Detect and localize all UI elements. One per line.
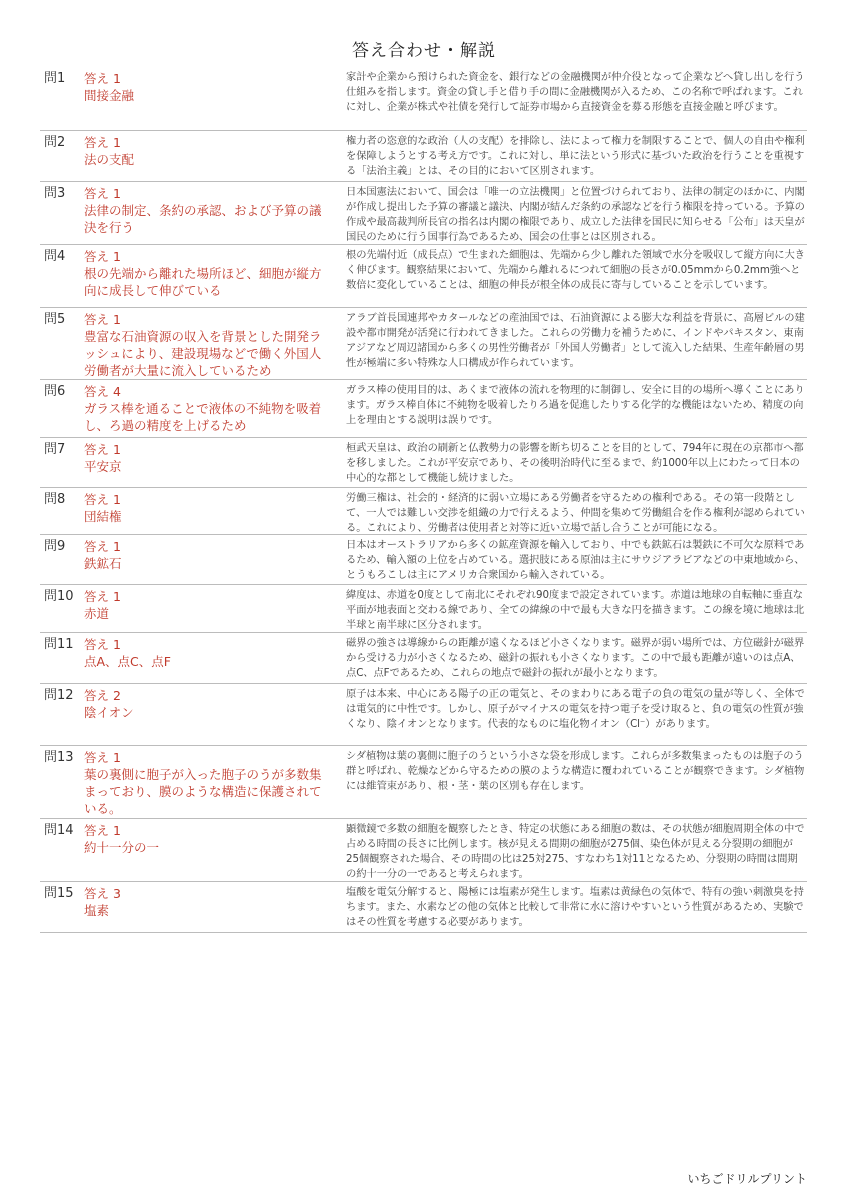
answer-text: 葉の裏側に胞子が入った胞子のうが多数集まっており、膜のような構造に保護されている。 — [84, 767, 322, 816]
page-title: 答え合わせ・解説 — [352, 41, 496, 61]
answer-label: 答え 1 — [84, 589, 121, 604]
answer-row — [40, 67, 807, 131]
answer-text: 赤道 — [84, 606, 110, 621]
explanation-text: 根の先端付近（成長点）で生まれた細胞は、先端から少し離れた領域で水分を吸収して縦方向に大きく伸びます。観察結果において、先端から離れるにつれて細胞の長さが0.05mmから0.2mm強へと数倍に変化していることは、細胞の伸長が根全体の成長に寄与していることを示しています。 — [346, 249, 805, 291]
explanation-text: 家計や企業から預けられた資金を、銀行などの金融機関が仲介役となって企業などへ貸し出しを行う仕組みを指します。資金の貸し手と借り手の間に金融機関が入るため、この名称で呼ばれます。これに対し、企業が株式や社債を発行して証券市場から直接資金を募る形態を直接金融と呼びます。 — [346, 71, 805, 113]
answer-row — [40, 882, 807, 933]
answer-label: 答え 1 — [84, 135, 121, 150]
explanation-text: 日本はオーストラリアから多くの鉱産資源を輸入しており、中でも鉄鉱石は製鉄に不可欠な原料であるため、輸入額の上位を占めている。選択肢にある原油は主にサウジアラビアなどの中東地域から、とうもろこしは主にアメリカ合衆国から輸入されている。 — [346, 539, 805, 581]
answer-label: 答え 1 — [84, 442, 121, 457]
answer-row — [40, 245, 807, 308]
answer-list — [40, 67, 807, 933]
answer-block — [84, 70, 342, 130]
answer-text: 陰イオン — [84, 705, 134, 720]
explanation-text: 磁界の強さは導線からの距離が遠くなるほど小さくなります。磁界が弱い場所では、方位磁針が磁界から受ける力が小さくなるため、磁針の振れも小さくなります。この中で最も距離が遠いのは点A、点C、点Fであるため、これらの地点で磁針の振れが最小となります。 — [346, 637, 805, 679]
answer-row — [40, 380, 807, 438]
answer-row — [40, 746, 807, 819]
answer-row — [40, 535, 807, 585]
answer-block — [84, 248, 342, 307]
explanation-text: 桓武天皇は、政治の刷新と仏教勢力の影響を断ち切ることを目的として、794年に現在の京都市へ都を移しました。これが平安京であり、その後明治時代に至るまで、約1000年以上にわたって日本の中心的な都として機能し続けました。 — [346, 442, 804, 484]
answer-label: 答え 4 — [84, 384, 121, 399]
answer-text: 塩素 — [84, 903, 110, 918]
question-number: 問9 — [44, 539, 66, 554]
question-number: 問2 — [44, 135, 66, 150]
answer-label: 答え 1 — [84, 637, 121, 652]
answer-text: 平安京 — [84, 459, 122, 474]
answer-row — [40, 182, 807, 245]
question-number: 問11 — [44, 637, 74, 652]
answer-label: 答え 3 — [84, 886, 121, 901]
answer-label: 答え 1 — [84, 249, 121, 264]
answer-block — [84, 636, 342, 683]
footer-brand: いちごドリルプリント — [687, 1172, 807, 1186]
answer-label: 答え 1 — [84, 492, 121, 507]
explanation-text: ガラス棒の使用目的は、あくまで液体の流れを物理的に制御し、安全に目的の場所へ導くことにあります。ガラス棒自体に不純物を吸着したりろ過を促進したりする化学的な機能はないため、精度の向上を理由とする説明は誤りです。 — [346, 384, 805, 426]
explanation-text: アラブ首長国連邦やカタールなどの産油国では、石油資源による膨大な利益を背景に、高層ビルの建設や都市開発が活発に行われてきました。これらの労働力を補うために、インドやパキスタン、東南アジアなど周辺諸国から多くの男性労働者が「外国人労働者」として流入した結果、生産年齢層の男性が極端に多い特殊な人口構成が作られています。 — [346, 312, 805, 369]
explanation-text: 労働三権は、社会的・経済的に弱い立場にある労働者を守るための権利である。その第一段階として、一人では難しい交渉を組織の力で行えるよう、仲間を集めて労働組合を作る権利が認められている。これにより、労働者は使用者と対等に近い立場で話し合うことが可能になる。 — [346, 492, 805, 534]
question-number: 問15 — [44, 886, 74, 901]
question-number: 問3 — [44, 186, 66, 201]
answer-text: 法の支配 — [84, 152, 135, 167]
answer-block — [84, 185, 342, 244]
question-number: 問14 — [44, 823, 74, 838]
answer-text: 約十一分の一 — [84, 840, 160, 855]
answer-row — [40, 585, 807, 633]
explanation-text: 日本国憲法において、国会は「唯一の立法機関」と位置づけられており、法律の制定のほかに、内閣が作成し提出した予算の審議と議決、内閣が結んだ条約の承認などを行う権限を持っている。予算の作成や最高裁判所長官の指名は内閣の権限であり、成立した法律を国民に知らせる「公布」は天皇が国民のために行う国事行為であるため、国会の仕事とは区別される。 — [346, 186, 805, 243]
question-number: 問1 — [44, 71, 66, 86]
answer-block — [84, 588, 342, 632]
answer-block — [84, 885, 342, 932]
answer-block — [84, 383, 342, 437]
answer-row — [40, 488, 807, 535]
question-number: 問6 — [44, 384, 66, 399]
explanation-text: 権力者の恣意的な政治（人の支配）を排除し、法によって権力を制限することで、個人の自由や権利を保障しようとする考え方です。これに対し、単に法という形式に基づいた政治を行うことを重視する「法治主義」とは、その目的において区別されます。 — [346, 135, 805, 177]
answer-block — [84, 134, 342, 181]
answer-block — [84, 749, 342, 818]
answer-text: 根の先端から離れた場所ほど、細胞が縦方向に成長して伸びている — [84, 266, 322, 298]
answer-label: 答え 1 — [84, 71, 121, 86]
answer-text: 鉄鉱石 — [84, 556, 122, 571]
answer-label: 答え 1 — [84, 539, 121, 554]
answer-label: 答え 2 — [84, 688, 121, 703]
question-number: 問8 — [44, 492, 66, 507]
answer-text: 点A、点C、点F — [84, 654, 171, 669]
explanation-text: 塩酸を電気分解すると、陽極には塩素が発生します。塩素は黄緑色の気体で、特有の強い刺激臭を持ちます。また、水素などの他の気体と比較して非常に水に溶けやすいという性質があるため、実験ではその性質を考慮する必要があります。 — [346, 886, 804, 928]
question-number: 問10 — [44, 589, 74, 604]
answer-block — [84, 538, 342, 584]
answer-row — [40, 684, 807, 746]
answer-text: 間接金融 — [84, 88, 135, 103]
answer-block — [84, 441, 342, 487]
answer-label: 答え 1 — [84, 312, 121, 327]
answer-label: 答え 1 — [84, 823, 121, 838]
answer-row — [40, 308, 807, 380]
answer-row — [40, 438, 807, 488]
answer-label: 答え 1 — [84, 750, 121, 765]
question-number: 問7 — [44, 442, 66, 457]
question-number: 問13 — [44, 750, 74, 765]
answer-text: 法律の制定、条約の承認、および予算の議決を行う — [84, 203, 322, 235]
answer-label: 答え 1 — [84, 186, 121, 201]
answer-block — [84, 491, 342, 534]
answer-text: 豊富な石油資源の収入を背景とした開発ラッシュにより、建設現場などで働く外国人労働者が大量に流入しているため — [84, 329, 322, 378]
answer-block — [84, 311, 342, 379]
question-number: 問12 — [44, 688, 74, 703]
question-number: 問4 — [44, 249, 66, 264]
answer-row — [40, 633, 807, 684]
explanation-text: 原子は本来、中心にある陽子の正の電気と、そのまわりにある電子の負の電気の量が等しく、全体では電気的に中性です。しかし、原子がマイナスの電気を持つ電子を受け取ると、負の電気の性質が強くなり、陰イオンとなります。代表的なものに塩化物イオン（Cl⁻）があります。 — [346, 688, 805, 730]
answer-row — [40, 819, 807, 882]
answer-row — [40, 131, 807, 182]
explanation-text: 顕微鏡で多数の細胞を観察したとき、特定の状態にある細胞の数は、その状態が細胞周期全体の中で占める時間の長さに比例します。核が見える間期の細胞が275個、染色体が見える分裂期の細胞が25個観察された場合、その時間の比は25対275、すなわち1対11となるため、分裂期の時間は間期の約十一分の一であると考えられます。 — [346, 823, 805, 880]
explanation-text: シダ植物は葉の裏側に胞子のうという小さな袋を形成します。これらが多数集まったものは胞子のう群と呼ばれ、乾燥などから守るための膜のような構造に覆われていることが観察できます。シダ植物には維管束があり、根・茎・葉の区別も存在します。 — [346, 750, 805, 792]
answer-text: ガラス棒を通ることで液体の不純物を吸着し、ろ過の精度を上げるため — [84, 401, 322, 433]
answer-text: 団結権 — [84, 509, 122, 524]
question-number: 問5 — [44, 312, 66, 327]
answer-block — [84, 687, 342, 745]
explanation-text: 緯度は、赤道を0度として南北にそれぞれ90度まで設定されています。赤道は地球の自転軸に垂直な平面が地表面と交わる線であり、全ての緯線の中で最も大きな円を描きます。この線を境に地球は北半球と南半球に区分されます。 — [346, 589, 805, 631]
answer-block — [84, 822, 342, 881]
